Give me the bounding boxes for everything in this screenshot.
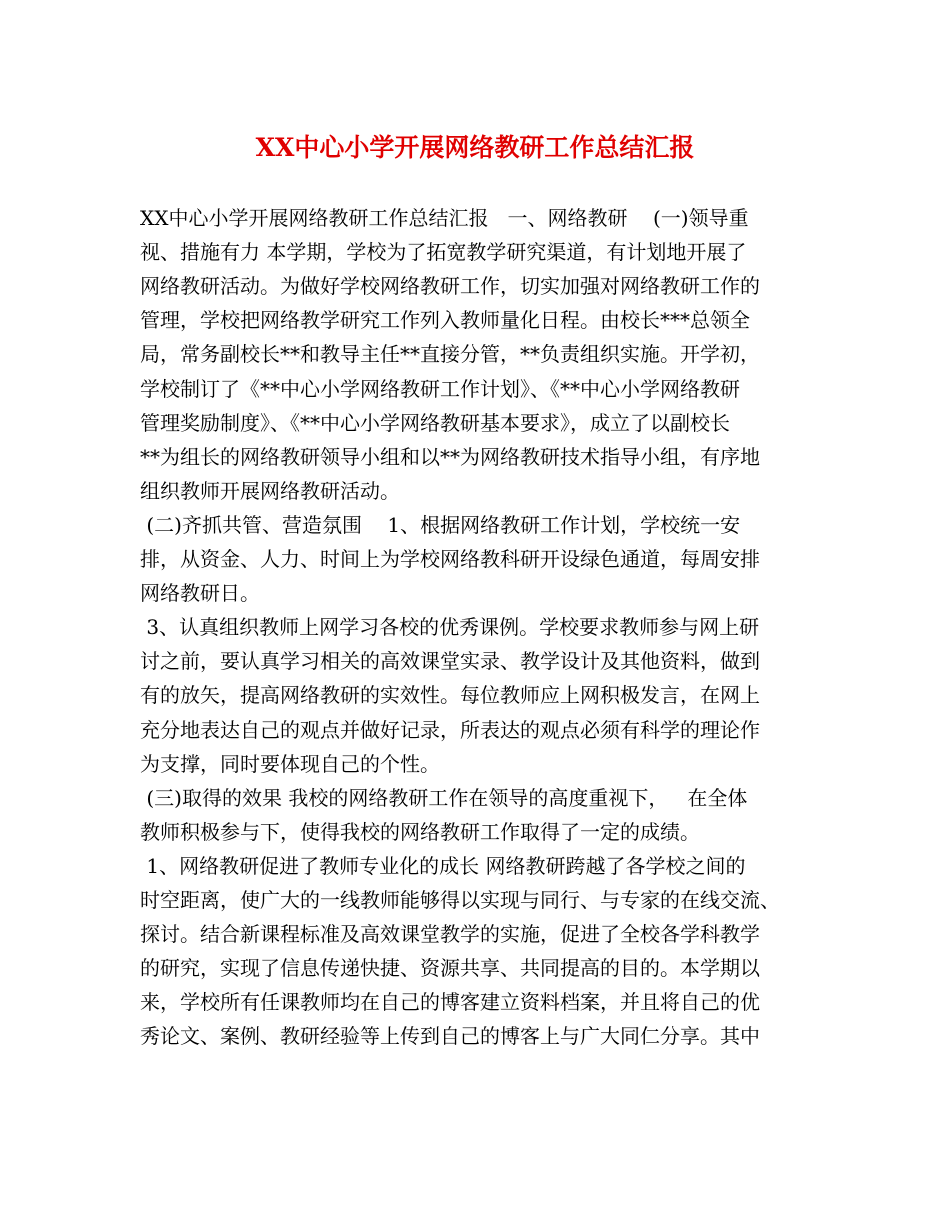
body-line: (二)齐抓共管、营造氛围 1、根据网络教研工作计划，学校统一安 xyxy=(140,512,741,537)
body-line: 充分地表达自己的观点并做好记录，所表达的观点必须有科学的理论作 xyxy=(140,717,760,742)
body-line: 网络教研日。 xyxy=(140,581,260,606)
document-title: XX中心小学开展网络教研工作总结汇报 xyxy=(255,133,695,162)
body-line: 秀论文、案例、教研经验等上传到自己的博客上与广大同仁分享。其中 xyxy=(140,1024,760,1049)
body-line: 探讨。结合新课程标准及高效课堂教学的实施，促进了全校各学科教学 xyxy=(140,922,760,947)
body-line: **为组长的网络教研领导小组和以**为网络教研技术指导小组，有序地 xyxy=(140,444,760,469)
body-line: 来，学校所有任课教师均在自己的博客建立资料档案，并且将自己的优 xyxy=(140,990,760,1015)
body-line: 排，从资金、人力、时间上为学校网络教科研开设绿色通道，每周安排 xyxy=(140,547,760,571)
body-line: 教师积极参与下，使得我校的网络教研工作取得了一定的成绩。 xyxy=(140,819,700,844)
body-line: 1、网络教研促进了教师专业化的成长 网络教研跨越了各学校之间的 xyxy=(140,853,746,878)
body-line: 为支撑，同时要体现自己的个性。 xyxy=(140,751,440,776)
body-line: 视、措施有力 本学期，学校为了拓宽教学研究渠道，有计划地开展了 xyxy=(140,240,747,265)
body-line: 局，常务副校长**和教导主任**直接分管，**负责组织实施。开学初， xyxy=(140,342,760,367)
body-line: 组织教师开展网络教研活动。 xyxy=(140,478,400,503)
body-line: (三)取得的效果 我校的网络教研工作在领导的高度重视下， 在全体 xyxy=(140,785,748,810)
body-line: 有的放矢，提高网络教研的实效性。每位教师应上网积极发言，在网上 xyxy=(140,683,760,708)
body-line: XX中心小学开展网络教研工作总结汇报 一、网络教研 (一)领导重 xyxy=(140,206,749,230)
body-line: 3、认真组织教师上网学习各校的优秀课例。学校要求教师参与网上研 xyxy=(140,615,760,640)
body-line: 管理奖励制度》、《**中心小学网络教研基本要求》，成立了以副校长 xyxy=(140,410,730,435)
body-line: 讨之前，要认真学习相关的高效课堂实录、教学设计及其他资料，做到 xyxy=(140,649,760,674)
body-line: 学校制订了《**中心小学网络教研工作计划》、《**中心小学网络教研 xyxy=(140,376,740,401)
body-line: 的研究，实现了信息传递快捷、资源共享、共同提高的目的。本学期以 xyxy=(140,956,760,981)
body-line: 时空距离，使广大的一线教师能够得以实现与同行、与专家的在线交流、 xyxy=(140,888,780,912)
body-line: 管理，学校把网络教学研究工作列入教师量化日程。由校长***总领全 xyxy=(140,308,750,333)
body-line: 网络教研活动。为做好学校网络教研工作，切实加强对网络教研工作的 xyxy=(140,274,760,299)
